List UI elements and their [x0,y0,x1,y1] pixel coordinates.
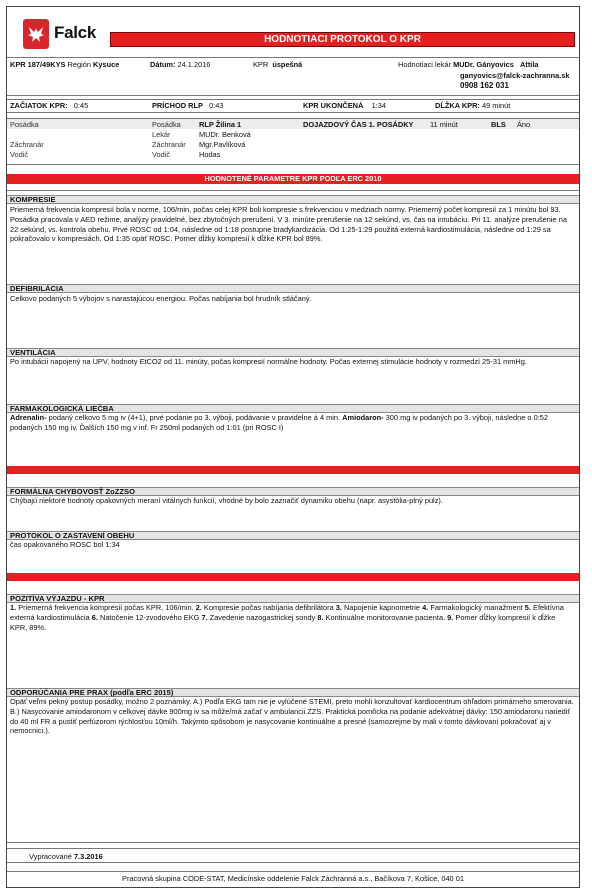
kpr-label: KPR [253,60,269,69]
start-label: ZAČIATOK KPR: [10,101,68,110]
posadka-value: RLP Žilina 1 [199,120,242,129]
pozitiva-item-text: Napojenie kapnometrie [341,603,423,612]
divider [7,190,579,191]
posadka-left-label: Posádka [10,120,39,129]
section-header-ventilacia [7,348,579,357]
pozitiva-item-text: Efektívna externá kardiostimulácia [10,603,564,622]
pozitiva-item-number: 7. [201,612,208,622]
amiodaron-label: Amiodaron- [342,413,384,422]
zastaveni-text: čas opakovaného ROSC bol 1:34 [10,540,120,549]
bls-label: BLS [491,120,506,129]
section-title: FARMAKOLOGICKÁ LIEČBA [10,404,114,413]
divider [7,862,579,863]
prepared-label: Vypracované [29,852,72,861]
protocol-page [6,6,580,888]
kpr-value: úspešná [272,60,303,69]
arrival-field [152,101,223,110]
posadka-label: Posádka [152,120,181,129]
kompresie-text: Priemerná frekvencia kompresií bola v norme, 106/min, počas celej KPR boli kompresie s frekvenciou v medziach normy. Priemerný počet kompresií za 1 minútu bol 93. Posádka pracovala v AED režime, analýzy pravidelné, bez zbytočných prerušení. V 3. minúte prerušenie na 12 sekúnd, vs. čas na intubáciu. Pri 11. analýze prerušenie na 22 sekúnd, vs. kontrola obehu. Prvé ROSC od 1:04, následne od 1:18 postupne bradykardizácia. Od 1:25-1:29 použitá externá kardiostimulácia, následne od 1:29 sa pokračovalo v kompresiách. Od 1:35 opäť ROSC. Pomer dĺžky kompresií k dĺžke KPR bol 89%. [10,205,567,244]
pozitiva-text [10,603,574,632]
date-field [150,60,210,69]
footer-org: Pracovná skupina CODE-STAT, Medicínske oddelenie Falck Záchranná a.s., Bačíkova 7, Košice, 040 01 [122,874,464,883]
document-title: HODNOTIACI PROTOKOL O KPR [110,32,575,47]
section-header-pozitiva [7,594,579,603]
vodic-left-label: Vodič [10,150,29,159]
pozitiva-item-number: 9. [447,612,454,622]
section-header-defibrilacia [7,284,579,293]
end-value: 1:34 [371,101,386,110]
section-title: DEFIBRILÁCIA [10,284,64,293]
zachranar-label: Záchranár [152,140,186,149]
ventilacia-text: Po intubácii napojený na UPV, hodnoty EtCO2 od 11. minúty, počas kompresií normálne hodnoty. Počas externej stimulácie hodnoty v rozmedzí 25-31 mmHg. [10,357,527,366]
divider [7,95,579,96]
adrenalin-label: Adrenalin- [10,413,47,422]
chybovost-text: Chýbajú niektoré hodnoty opakovných meraní vitálnych funkcií, vhodné by bolo zaznačiť dynamiku obehu (napr. asystólia-plný pulz). [10,496,443,505]
falck-logo [23,19,101,55]
falck-logo-icon [23,19,49,49]
prepared-date: 7.3.2016 [73,852,103,861]
divider [7,112,579,113]
section-header-odporucania [7,688,579,697]
evaluator-label: Hodnotiaci lekár [398,60,451,69]
lekar-value: MUDr. Benková [199,130,251,139]
divider [7,57,579,58]
pozitiva-list [10,603,564,632]
section-title: ODPORÚČANIA PRE PRAX (podľa ERC 2015) [10,688,174,697]
section-title: POZITÍVA VÝJAZDU - KPR [10,594,105,603]
evaluator-first-name: Attila [520,60,539,69]
pozitiva-item-number: 1. [10,603,17,612]
logo-text: Falck [54,23,96,42]
section-header-chybovost [7,487,579,496]
pozitiva-item-text: Kompresie počas nabíjania defibrilátora [201,603,336,612]
prepared-field [29,852,103,861]
pozitiva-item-number: 3. [335,603,342,612]
red-divider [7,573,579,581]
farmakologicka-text [10,413,574,433]
region-value: Kysuce [93,60,120,69]
date-label: Dátum: [150,60,176,69]
pozitiva-item-text: Pomer dĺžky kompresií k dĺžke KPR, 89%. [10,612,556,632]
kpr-id: KPR 187/49KYS [10,60,66,69]
pozitiva-item-number: 2. [195,603,202,612]
start-time-field [10,101,88,110]
amiodaron-text: 300 mg iv podaných po 3. výboji, následne o 0:52 podaných 150 mg iv. Ďalších 150 mg v inf. Fr 250ml podaných od 1:01 (pri ROSC I) [10,413,548,432]
vodic-label: Vodič [152,150,171,159]
arrival-label: PRÍCHOD RLP [152,101,203,110]
section-header-kompresie [7,195,579,204]
params-title-bar: HODNOTENÉ PARAMETRE KPR PODĽA ERC 2010 [7,174,579,184]
region-label: Región [67,60,91,69]
kpr-result-field [253,60,302,69]
section-header-zastaveni [7,531,579,540]
end-label: KPR UKONČENÁ [303,101,364,110]
zachranar-value: Mgr.Pavlíková [199,140,246,149]
evaluator-email: ganyovics@falck-zachranna.sk [460,71,570,80]
length-field [435,101,510,110]
section-title: VENTILÁCIA [10,348,56,357]
evaluator-field [398,60,539,69]
section-title: KOMPRESIE [10,195,56,204]
date-value: 24.1.2016 [177,60,211,69]
odporucania-text: Opäť veľmi pekný postup posádky, možno 2 poznámky. A.) Podľa EKG tam nie je vylúčené STEMI, preto mohli konzultovať kardiocentrum ohľadom primárneho smerovania. B.) Nasycovanie amiodaronom v celkovej dávke 900mg iv sa môže/má začať v ambulancii ZZS. Praktická pomôcka na podanie adekvátnej dávky: 150 amiodaronu nariediť do 40 ml FR a pustiť perfúzorom rýchlosťou 10ml/h. Takýmto spôsobom je nasycovanie kontinuálne a presné (samozrejme by mali v tomto dávkovaní pokračovať aj v nemocnici.). [10,697,574,736]
divider [7,164,579,165]
section-title: FORMÁLNA CHYBOVOSŤ ZoZZSO [10,487,136,496]
divider [7,842,579,843]
pozitiva-item-text: Priemerná frekvencia kompresií počas KPR, 106/min. [16,603,196,612]
divider [7,99,579,100]
pozitiva-item-number: 5. [524,603,531,612]
dojazd-value: 11 minút [430,120,458,129]
kpr-id-field [10,60,119,69]
section-header-farmakologicka [7,404,579,413]
evaluator-phone: 0908 162 031 [460,81,509,90]
zachranar-left-label: Záchranár [10,140,44,149]
divider [7,848,579,849]
pozitiva-item-text: Zavedenie nazogastrickej sondy [207,612,318,622]
pozitiva-item-text: Farmakologický manažment [428,603,525,612]
divider [7,871,579,872]
length-label: DĹŽKA KPR: [435,101,480,110]
pozitiva-item-text: Kontinuálne monitorovanie pacienta. [323,612,448,622]
pozitiva-item-number: 4. [422,603,429,612]
evaluator-name: MUDr. Gányovics [453,60,514,69]
dojazd-label: DOJAZDOVÝ ČAS 1. POSÁDKY [303,120,414,129]
vodic-value: Hodas [199,150,221,159]
pozitiva-item-number: 8. [317,612,324,622]
arrival-value: 0:43 [209,101,224,110]
section-title: PROTOKOL O ZASTAVENÍ OBEHU [10,531,135,540]
adrenalin-text: podaný celkovo 5 mg iv (4+1), prvé podanie po 3. výboji, podávanie v pravidelne á 4 min. [46,413,343,422]
bls-value: Áno [517,120,531,129]
pozitiva-item-number: 6. [91,612,98,622]
red-divider [7,466,579,474]
defibrilacia-text: Celkovo podaných 5 výbojov s narastajúcou energiou. Počas nabíjania bol hrudník stláčaný. [10,294,312,303]
lekar-label: Lekár [152,130,171,139]
start-value: 0:45 [73,101,89,110]
length-value: 49 minút [481,101,511,110]
end-field [303,101,386,110]
pozitiva-item-text: Natočenie 12-zvodového EKG [97,612,202,622]
